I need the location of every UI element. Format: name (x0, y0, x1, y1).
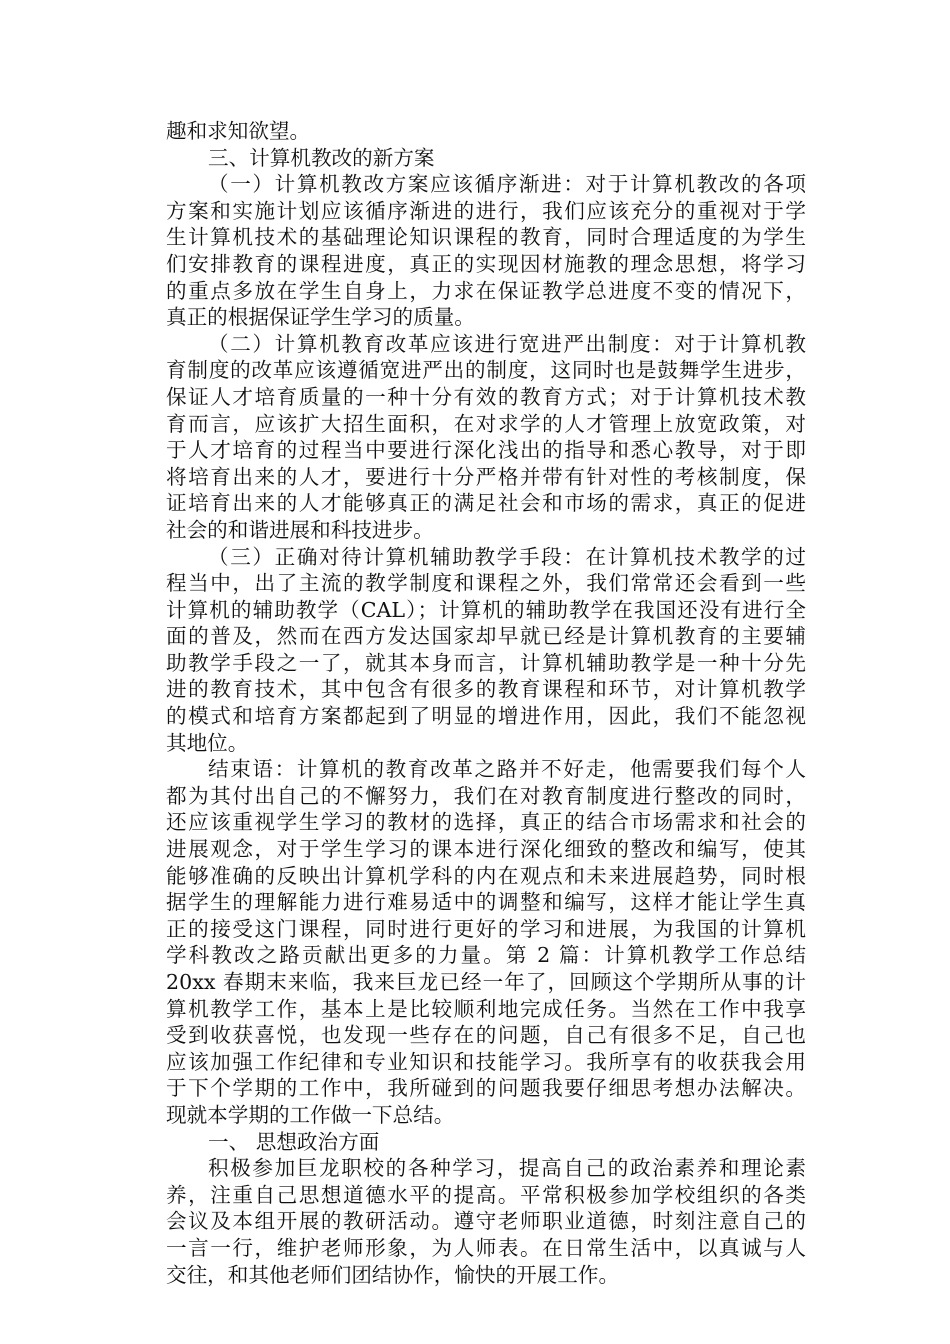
text-line: 真正的根据保证学生学习的质量。 (166, 305, 475, 330)
text-line: 育而言，应该扩大招生面积，在对求学的人才管理上放宽政策，对 (166, 411, 806, 436)
text-line: 20xx 春期末来临，我来巨龙已经一年了，回顾这个学期所从事的计 (166, 970, 806, 994)
text-line: 证培育出来的人才能够真正的满足社会和市场的需求，真正的促进 (166, 491, 806, 516)
text-line: 据学生的理解能力进行难易适中的调整和编写，这样才能让学生真 (166, 890, 806, 915)
text-line: 的重点多放在学生自身上，力求在保证教学总进度不变的情况下， (166, 278, 806, 303)
text-line: 将培育出来的人才，要进行十分严格并带有针对性的考核制度，保 (166, 464, 806, 489)
text-line: 三、计算机教改的新方案 (208, 145, 435, 170)
text-line: 计算机的辅助教学（CAL）；计算机的辅助教学在我国还没有进行全 (166, 597, 806, 622)
text-line: 积极参加巨龙职校的各种学习，提高自己的政治素养和理论素 (208, 1156, 806, 1181)
text-line: 会议及本组开展的教研活动。遵守老师职业道德，时刻注意自己的 (166, 1209, 806, 1234)
text-line: 一、 思想政治方面 (208, 1129, 380, 1154)
text-line: 现就本学期的工作做一下总结。 (166, 1102, 455, 1127)
text-line: 助教学手段之一了，就其本身而言，计算机辅助教学是一种十分先 (166, 650, 806, 675)
text-line: （三）正确对待计算机辅助教学手段：在计算机技术教学的过 (208, 544, 806, 569)
text-line: 方案和实施计划应该循序渐进的进行，我们应该充分的重视对于学 (166, 198, 806, 223)
text-line: 趣和求知欲望。 (166, 119, 311, 143)
text-line: （二）计算机教育改革应该进行宽进严出制度：对于计算机教 (208, 331, 806, 356)
text-line: 于下个学期的工作中，我所碰到的问题我要仔细思考想办法解决。 (166, 1076, 806, 1101)
text-line: 还应该重视学生学习的教材的选择，真正的结合市场需求和社会的 (166, 810, 806, 835)
text-line: （一）计算机教改方案应该循序渐进：对于计算机教改的各项 (208, 172, 806, 197)
text-line: 结束语：计算机的教育改革之路并不好走，他需要我们每个人 (208, 757, 806, 782)
text-line: 受到收获喜悦，也发现一些存在的问题，自己有很多不足，自己也 (166, 1023, 806, 1048)
text-line: 的模式和培育方案都起到了明显的增进作用，因此，我们不能忽视 (166, 704, 806, 729)
text-line: 其地位。 (166, 730, 249, 755)
text-line: 正的接受这门课程，同时进行更好的学习和进展，为我国的计算机 (166, 916, 806, 941)
text-line: 养，注重自己思想道德水平的提高。平常积极参加学校组织的各类 (166, 1182, 806, 1207)
text-line: 进的教育技术，其中包含有很多的教育课程和环节，对计算机教学 (166, 677, 806, 702)
text-line: 应该加强工作纪律和专业知识和技能学习。我所享有的收获我会用 (166, 1049, 806, 1074)
text-line: 育制度的改革应该遵循宽进严出的制度，这同时也是鼓舞学生进步， (166, 358, 806, 383)
text-line: 能够准确的反映出计算机学科的内在观点和未来进展趋势，同时根 (166, 863, 806, 888)
text-line: 进展观念，对于学生学习的课本进行深化细致的整改和编写，使其 (166, 837, 806, 862)
text-line: 交往，和其他老师们团结协作，愉快的开展工作。 (166, 1262, 620, 1287)
text-line: 面的普及，然而在西方发达国家却早就已经是计算机教育的主要辅 (166, 624, 806, 649)
text-line: 都为其付出自己的不懈努力，我们在对教育制度进行整改的同时， (166, 783, 806, 808)
text-line: 社会的和谐进展和科技进步。 (166, 517, 434, 542)
text-line: 一言一行，维护老师形象，为人师表。在日常生活中，以真诚与人 (166, 1235, 806, 1260)
text-line: 程当中，出了主流的教学制度和课程之外，我们常常还会看到一些 (166, 571, 806, 596)
document-body (166, 118, 806, 1288)
text-line: 算机教学工作，基本上是比较顺利地完成任务。当然在工作中我享 (166, 996, 806, 1021)
text-line: 于人才培育的过程当中要进行深化浅出的指导和悉心教导，对于即 (166, 438, 806, 463)
text-line: 学科教改之路贡献出更多的力量。第 2 篇：计算机教学工作总结 (166, 943, 806, 968)
text-line: 们安排教育的课程进度，真正的实现因材施教的理念思想，将学习 (166, 251, 806, 276)
text-line: 保证人才培育质量的一种十分有效的教育方式；对于计算机技术教 (166, 384, 806, 409)
text-line: 生计算机技术的基础理论知识课程的教育，同时合理适度的为学生 (166, 225, 806, 250)
